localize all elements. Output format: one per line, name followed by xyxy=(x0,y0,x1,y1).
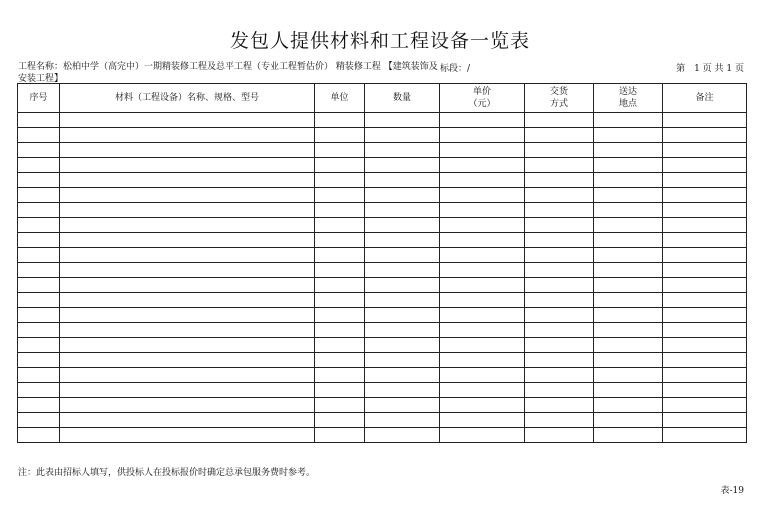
cell-delivery xyxy=(525,173,594,188)
table-row xyxy=(18,128,747,143)
cell-qty xyxy=(365,233,440,248)
cell-seq xyxy=(18,113,60,128)
cell-remark xyxy=(663,338,747,353)
cell-remark xyxy=(663,203,747,218)
cell-seq xyxy=(18,173,60,188)
cell-material xyxy=(60,128,315,143)
table-row xyxy=(18,143,747,158)
table-row xyxy=(18,413,747,428)
cell-delivery xyxy=(525,263,594,278)
cell-unit xyxy=(315,218,365,233)
cell-unit xyxy=(315,128,365,143)
header-unit: 单位 xyxy=(315,84,365,113)
header-seq: 序号 xyxy=(18,84,60,113)
cell-seq xyxy=(18,383,60,398)
cell-qty xyxy=(365,158,440,173)
cell-seq xyxy=(18,338,60,353)
cell-seq xyxy=(18,158,60,173)
cell-price xyxy=(440,383,525,398)
cell-price xyxy=(440,308,525,323)
cell-price xyxy=(440,413,525,428)
cell-material xyxy=(60,308,315,323)
cell-seq xyxy=(18,293,60,308)
section-label: 标段：/ xyxy=(440,64,471,74)
cell-qty xyxy=(365,368,440,383)
cell-place xyxy=(594,323,663,338)
cell-remark xyxy=(663,248,747,263)
cell-price xyxy=(440,128,525,143)
cell-unit xyxy=(315,248,365,263)
table-row xyxy=(18,338,747,353)
cell-qty xyxy=(365,203,440,218)
cell-remark xyxy=(663,368,747,383)
header-unit-price: 单价 （元） xyxy=(440,84,525,113)
cell-seq xyxy=(18,428,60,443)
materials-table xyxy=(17,83,747,443)
cell-seq xyxy=(18,203,60,218)
cell-material xyxy=(60,413,315,428)
cell-price xyxy=(440,203,525,218)
cell-unit xyxy=(315,203,365,218)
cell-seq xyxy=(18,323,60,338)
cell-unit xyxy=(315,368,365,383)
cell-qty xyxy=(365,113,440,128)
cell-unit xyxy=(315,323,365,338)
cell-remark xyxy=(663,113,747,128)
cell-delivery xyxy=(525,323,594,338)
cell-delivery xyxy=(525,383,594,398)
cell-material xyxy=(60,218,315,233)
cell-unit xyxy=(315,428,365,443)
cell-remark xyxy=(663,173,747,188)
cell-qty xyxy=(365,293,440,308)
cell-price xyxy=(440,428,525,443)
table-row xyxy=(18,353,747,368)
cell-material xyxy=(60,263,315,278)
cell-unit xyxy=(315,188,365,203)
table-row xyxy=(18,398,747,413)
cell-material xyxy=(60,188,315,203)
cell-delivery xyxy=(525,218,594,233)
cell-place xyxy=(594,173,663,188)
cell-delivery xyxy=(525,203,594,218)
cell-material xyxy=(60,113,315,128)
cell-seq xyxy=(18,128,60,143)
cell-qty xyxy=(365,383,440,398)
cell-unit xyxy=(315,308,365,323)
cell-seq xyxy=(18,308,60,323)
cell-material xyxy=(60,173,315,188)
cell-remark xyxy=(663,398,747,413)
table-row xyxy=(18,293,747,308)
cell-unit xyxy=(315,398,365,413)
page-number: 第 1 页 共 1 页 xyxy=(676,64,744,74)
cell-delivery xyxy=(525,233,594,248)
cell-remark xyxy=(663,278,747,293)
cell-material xyxy=(60,278,315,293)
cell-qty xyxy=(365,263,440,278)
cell-price xyxy=(440,113,525,128)
cell-qty xyxy=(365,218,440,233)
cell-remark xyxy=(663,413,747,428)
table-row xyxy=(18,383,747,398)
table-row xyxy=(18,428,747,443)
cell-material xyxy=(60,143,315,158)
cell-unit xyxy=(315,293,365,308)
cell-seq xyxy=(18,143,60,158)
cell-place xyxy=(594,368,663,383)
cell-price xyxy=(440,143,525,158)
cell-place xyxy=(594,113,663,128)
cell-qty xyxy=(365,278,440,293)
cell-price xyxy=(440,278,525,293)
cell-price xyxy=(440,158,525,173)
cell-unit xyxy=(315,143,365,158)
cell-delivery xyxy=(525,368,594,383)
cell-material xyxy=(60,428,315,443)
cell-delivery xyxy=(525,338,594,353)
cell-place xyxy=(594,338,663,353)
cell-seq xyxy=(18,248,60,263)
cell-place xyxy=(594,278,663,293)
table-row xyxy=(18,368,747,383)
cell-price xyxy=(440,188,525,203)
cell-price xyxy=(440,173,525,188)
cell-place xyxy=(594,428,663,443)
cell-unit xyxy=(315,173,365,188)
cell-seq xyxy=(18,278,60,293)
cell-unit xyxy=(315,233,365,248)
cell-material xyxy=(60,158,315,173)
table-row xyxy=(18,173,747,188)
cell-delivery xyxy=(525,158,594,173)
cell-delivery xyxy=(525,248,594,263)
cell-price xyxy=(440,338,525,353)
cell-qty xyxy=(365,143,440,158)
table-row xyxy=(18,278,747,293)
cell-material xyxy=(60,353,315,368)
cell-remark xyxy=(663,188,747,203)
cell-qty xyxy=(365,398,440,413)
cell-unit xyxy=(315,113,365,128)
cell-qty xyxy=(365,323,440,338)
cell-seq xyxy=(18,233,60,248)
cell-remark xyxy=(663,158,747,173)
cell-place xyxy=(594,203,663,218)
cell-seq xyxy=(18,413,60,428)
cell-material xyxy=(60,293,315,308)
cell-place xyxy=(594,218,663,233)
cell-remark xyxy=(663,383,747,398)
cell-material xyxy=(60,398,315,413)
cell-remark xyxy=(663,293,747,308)
cell-place xyxy=(594,308,663,323)
cell-unit xyxy=(315,158,365,173)
cell-place xyxy=(594,248,663,263)
cell-place xyxy=(594,128,663,143)
cell-place xyxy=(594,293,663,308)
cell-remark xyxy=(663,323,747,338)
cell-delivery xyxy=(525,413,594,428)
cell-qty xyxy=(365,248,440,263)
cell-qty xyxy=(365,338,440,353)
cell-qty xyxy=(365,353,440,368)
cell-material xyxy=(60,233,315,248)
cell-remark xyxy=(663,353,747,368)
cell-price xyxy=(440,233,525,248)
cell-price xyxy=(440,293,525,308)
cell-material xyxy=(60,383,315,398)
cell-place xyxy=(594,398,663,413)
table-row xyxy=(18,263,747,278)
cell-delivery xyxy=(525,143,594,158)
cell-material xyxy=(60,323,315,338)
cell-delivery xyxy=(525,428,594,443)
cell-delivery xyxy=(525,353,594,368)
page-title: 发包人提供材料和工程设备一览表 xyxy=(229,30,530,52)
cell-seq xyxy=(18,353,60,368)
cell-seq xyxy=(18,188,60,203)
cell-unit xyxy=(315,353,365,368)
cell-place xyxy=(594,158,663,173)
cell-delivery xyxy=(525,308,594,323)
cell-remark xyxy=(663,128,747,143)
header-remark: 备注 xyxy=(663,84,747,113)
cell-delivery xyxy=(525,398,594,413)
cell-place xyxy=(594,413,663,428)
cell-material xyxy=(60,338,315,353)
cell-unit xyxy=(315,263,365,278)
form-code: 表-19 xyxy=(720,486,744,496)
cell-qty xyxy=(365,188,440,203)
cell-unit xyxy=(315,278,365,293)
cell-place xyxy=(594,143,663,158)
cell-delivery xyxy=(525,278,594,293)
cell-remark xyxy=(663,218,747,233)
cell-place xyxy=(594,233,663,248)
cell-price xyxy=(440,323,525,338)
cell-delivery xyxy=(525,128,594,143)
cell-place xyxy=(594,188,663,203)
table-row xyxy=(18,203,747,218)
cell-delivery xyxy=(525,293,594,308)
cell-price xyxy=(440,218,525,233)
table-row xyxy=(18,233,747,248)
table-row xyxy=(18,188,747,203)
table-row xyxy=(18,308,747,323)
cell-qty xyxy=(365,173,440,188)
cell-material xyxy=(60,248,315,263)
cell-qty xyxy=(365,428,440,443)
cell-seq xyxy=(18,368,60,383)
cell-unit xyxy=(315,338,365,353)
header-quantity: 数量 xyxy=(365,84,440,113)
cell-qty xyxy=(365,128,440,143)
cell-remark xyxy=(663,233,747,248)
cell-material xyxy=(60,368,315,383)
cell-remark xyxy=(663,143,747,158)
cell-delivery xyxy=(525,113,594,128)
table-header-row xyxy=(18,84,747,113)
footnote: 注：此表由招标人填写，供投标人在投标报价时确定总承包服务费时参考。 xyxy=(18,468,316,478)
cell-remark xyxy=(663,308,747,323)
cell-price xyxy=(440,263,525,278)
header-delivery-method: 交货 方式 xyxy=(525,84,594,113)
header-material: 材料（工程设备）名称、规格、型号 xyxy=(60,84,315,113)
cell-seq xyxy=(18,263,60,278)
table-row xyxy=(18,323,747,338)
cell-material xyxy=(60,203,315,218)
cell-price xyxy=(440,368,525,383)
header-delivery-place: 送达 地点 xyxy=(594,84,663,113)
cell-seq xyxy=(18,398,60,413)
table-row xyxy=(18,158,747,173)
table-row xyxy=(18,248,747,263)
project-name: 工程名称：松柏中学（高完中）一期精装修工程及总平工程（专业工程暂估价） 精装修工程 【建筑装饰及安装工程】 xyxy=(18,62,438,84)
table-row xyxy=(18,218,747,233)
cell-unit xyxy=(315,383,365,398)
cell-remark xyxy=(663,263,747,278)
cell-place xyxy=(594,263,663,278)
cell-delivery xyxy=(525,188,594,203)
cell-remark xyxy=(663,428,747,443)
cell-seq xyxy=(18,218,60,233)
cell-place xyxy=(594,383,663,398)
cell-price xyxy=(440,398,525,413)
cell-price xyxy=(440,353,525,368)
cell-unit xyxy=(315,413,365,428)
table-row xyxy=(18,113,747,128)
cell-price xyxy=(440,248,525,263)
cell-qty xyxy=(365,308,440,323)
cell-qty xyxy=(365,413,440,428)
cell-place xyxy=(594,353,663,368)
